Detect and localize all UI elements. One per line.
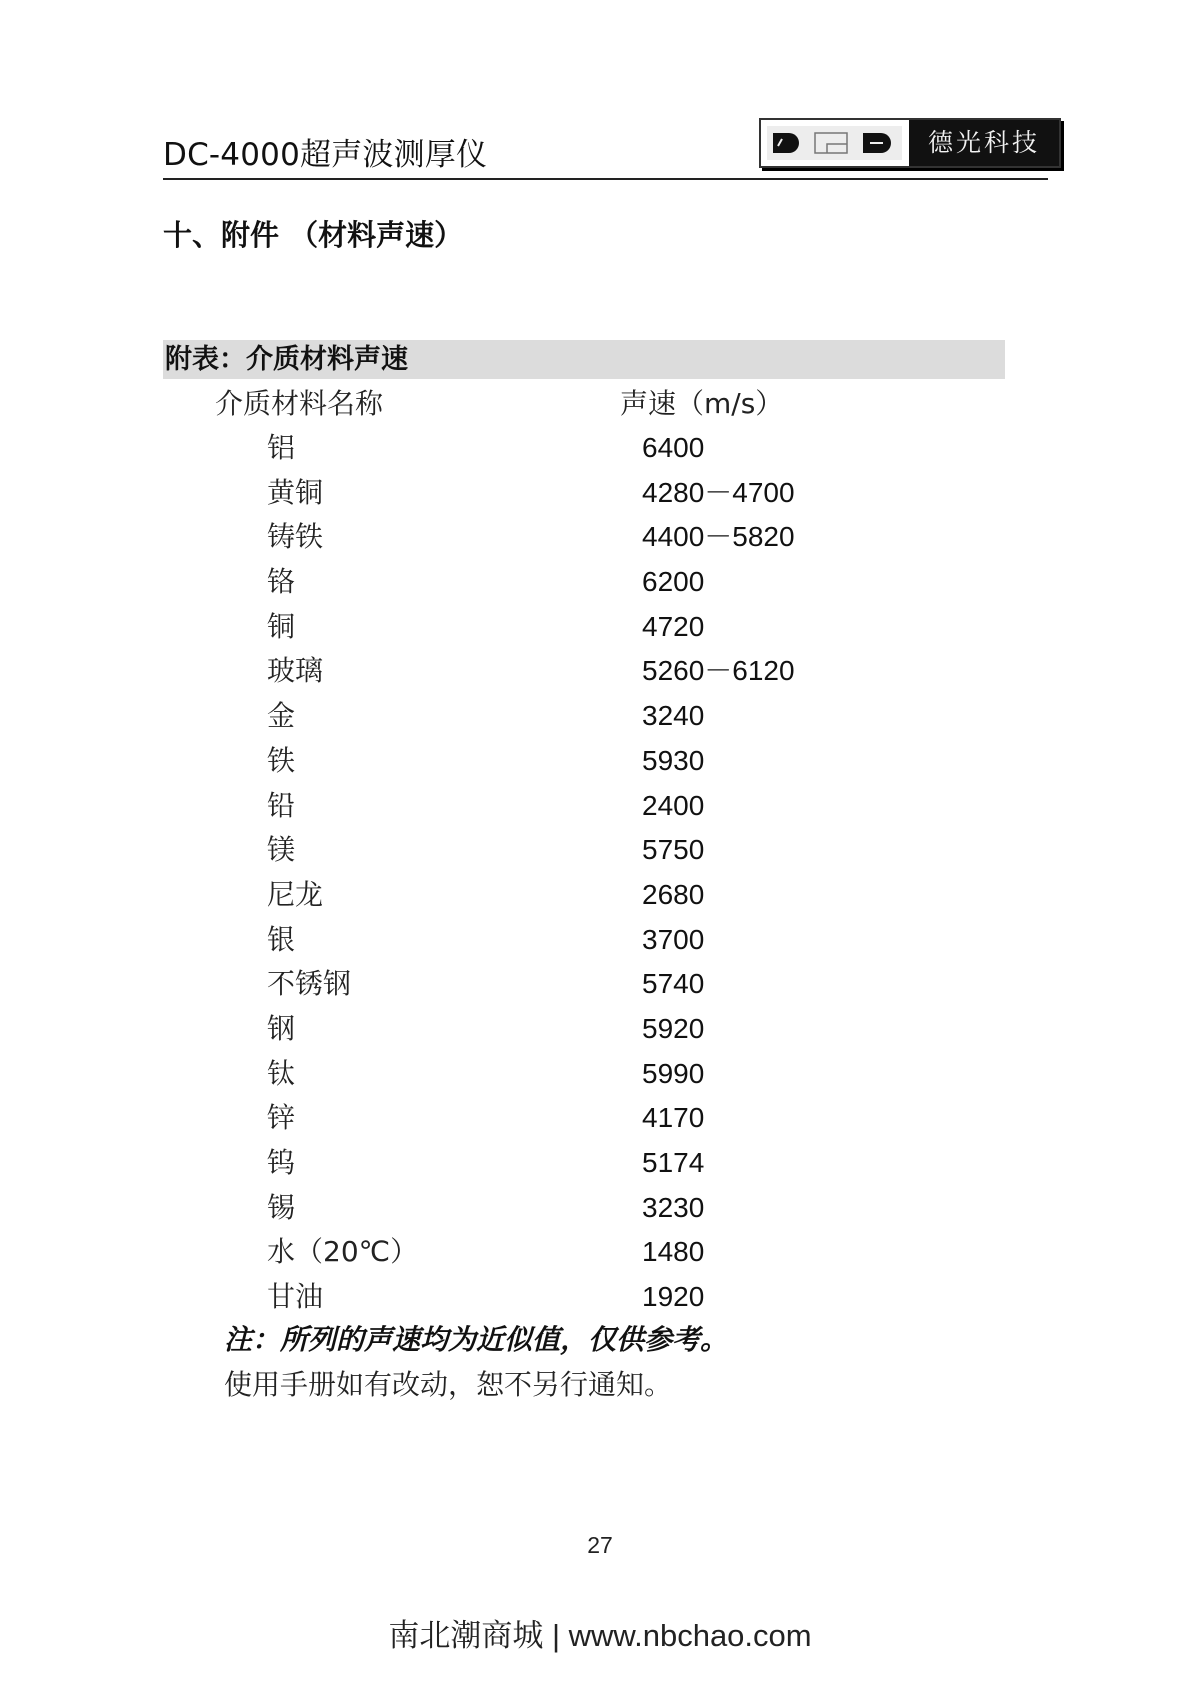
site-watermark: 南北潮商城 | www.nbchao.com: [388, 1618, 812, 1653]
sound-speed: 5930: [642, 744, 705, 776]
sound-speed: 3240: [642, 700, 705, 732]
material-name: 黄铜: [267, 475, 324, 509]
table-row: [0, 1230, 1200, 1275]
table-row: [0, 605, 1200, 650]
material-name: 锡: [267, 1190, 296, 1224]
sound-speed: 4170: [642, 1102, 705, 1134]
material-name: 铅: [267, 788, 296, 822]
material-name: 铁: [267, 743, 296, 777]
sound-speed: 5740: [642, 968, 705, 1000]
table-row: [0, 828, 1200, 873]
material-name: 铝: [267, 431, 296, 464]
material-name: 钢: [267, 1011, 296, 1045]
sound-speed: 5750: [642, 834, 705, 866]
table-row: [0, 515, 1200, 560]
table-row: [0, 739, 1200, 784]
sound-speed: 4720: [642, 610, 705, 642]
brand-name: 德光科技: [909, 120, 1059, 166]
material-name: 尼龙: [267, 877, 324, 911]
material-name: 钛: [267, 1056, 296, 1090]
approximation-note: 注：所列的声速均为近似值，仅供参考。: [224, 1323, 729, 1356]
sound-speed: 1920: [642, 1281, 705, 1313]
sound-speed: 4280－4700: [642, 476, 795, 508]
table-row: [0, 1275, 1200, 1320]
sound-speed: 5990: [642, 1057, 705, 1089]
table-row: [0, 1141, 1200, 1186]
sound-speed: 5174: [642, 1147, 705, 1178]
material-name: 锌: [267, 1101, 296, 1135]
sound-speed: 5920: [642, 1012, 705, 1044]
material-name: 镁: [267, 833, 296, 867]
page-number: 27: [587, 1532, 613, 1558]
table-row: [0, 649, 1200, 694]
material-name: 金: [267, 699, 296, 733]
dgd-logo-icon: [767, 126, 902, 160]
sound-speed: 2400: [642, 789, 705, 821]
column-header-material: 介质材料名称: [215, 387, 384, 420]
table-row: [0, 918, 1200, 963]
document-header: [163, 120, 1048, 180]
material-name: 不锈钢: [267, 967, 352, 1001]
table-row: [0, 694, 1200, 739]
table-row: [0, 1096, 1200, 1141]
table-header-row: [0, 382, 1200, 426]
sound-speed: 3230: [642, 1191, 705, 1223]
material-name: 水（20℃）: [267, 1235, 419, 1269]
material-table-body: [0, 426, 1200, 1320]
material-name: 铬: [267, 565, 296, 599]
table-row: [0, 426, 1200, 471]
brand-badge: [759, 118, 1061, 168]
sound-speed: 2680: [642, 878, 705, 910]
table-caption-text: 附表：介质材料声速: [165, 344, 408, 375]
material-name: 钨: [267, 1146, 296, 1179]
table-row: [0, 1186, 1200, 1231]
column-header-speed: 声速（m/s）: [620, 387, 784, 420]
sound-speed: 6400: [642, 432, 705, 463]
sound-speed: 3700: [642, 923, 705, 955]
section-heading: 十、附件 （材料声速）: [163, 218, 464, 252]
change-notice: 使用手册如有改动，恕不另行通知。: [224, 1368, 673, 1401]
material-name: 玻璃: [267, 654, 324, 688]
table-row: [0, 471, 1200, 516]
table-row: [0, 784, 1200, 829]
table-row: [0, 1007, 1200, 1052]
material-name: 铜: [267, 609, 296, 643]
sound-speed: 1480: [642, 1236, 705, 1268]
sound-speed: 4400－5820: [642, 521, 795, 553]
table-row: [0, 560, 1200, 605]
document-title: DC-4000超声波测厚仪: [163, 137, 488, 173]
table-caption: [163, 340, 1005, 379]
table-row: [0, 873, 1200, 918]
material-name: 银: [267, 922, 296, 956]
sound-speed: 6200: [642, 566, 705, 598]
material-name: 铸铁: [267, 520, 324, 554]
sound-speed: 5260－6120: [642, 655, 795, 687]
material-name: 甘油: [267, 1280, 324, 1314]
table-row: [0, 962, 1200, 1007]
table-row: [0, 1052, 1200, 1097]
